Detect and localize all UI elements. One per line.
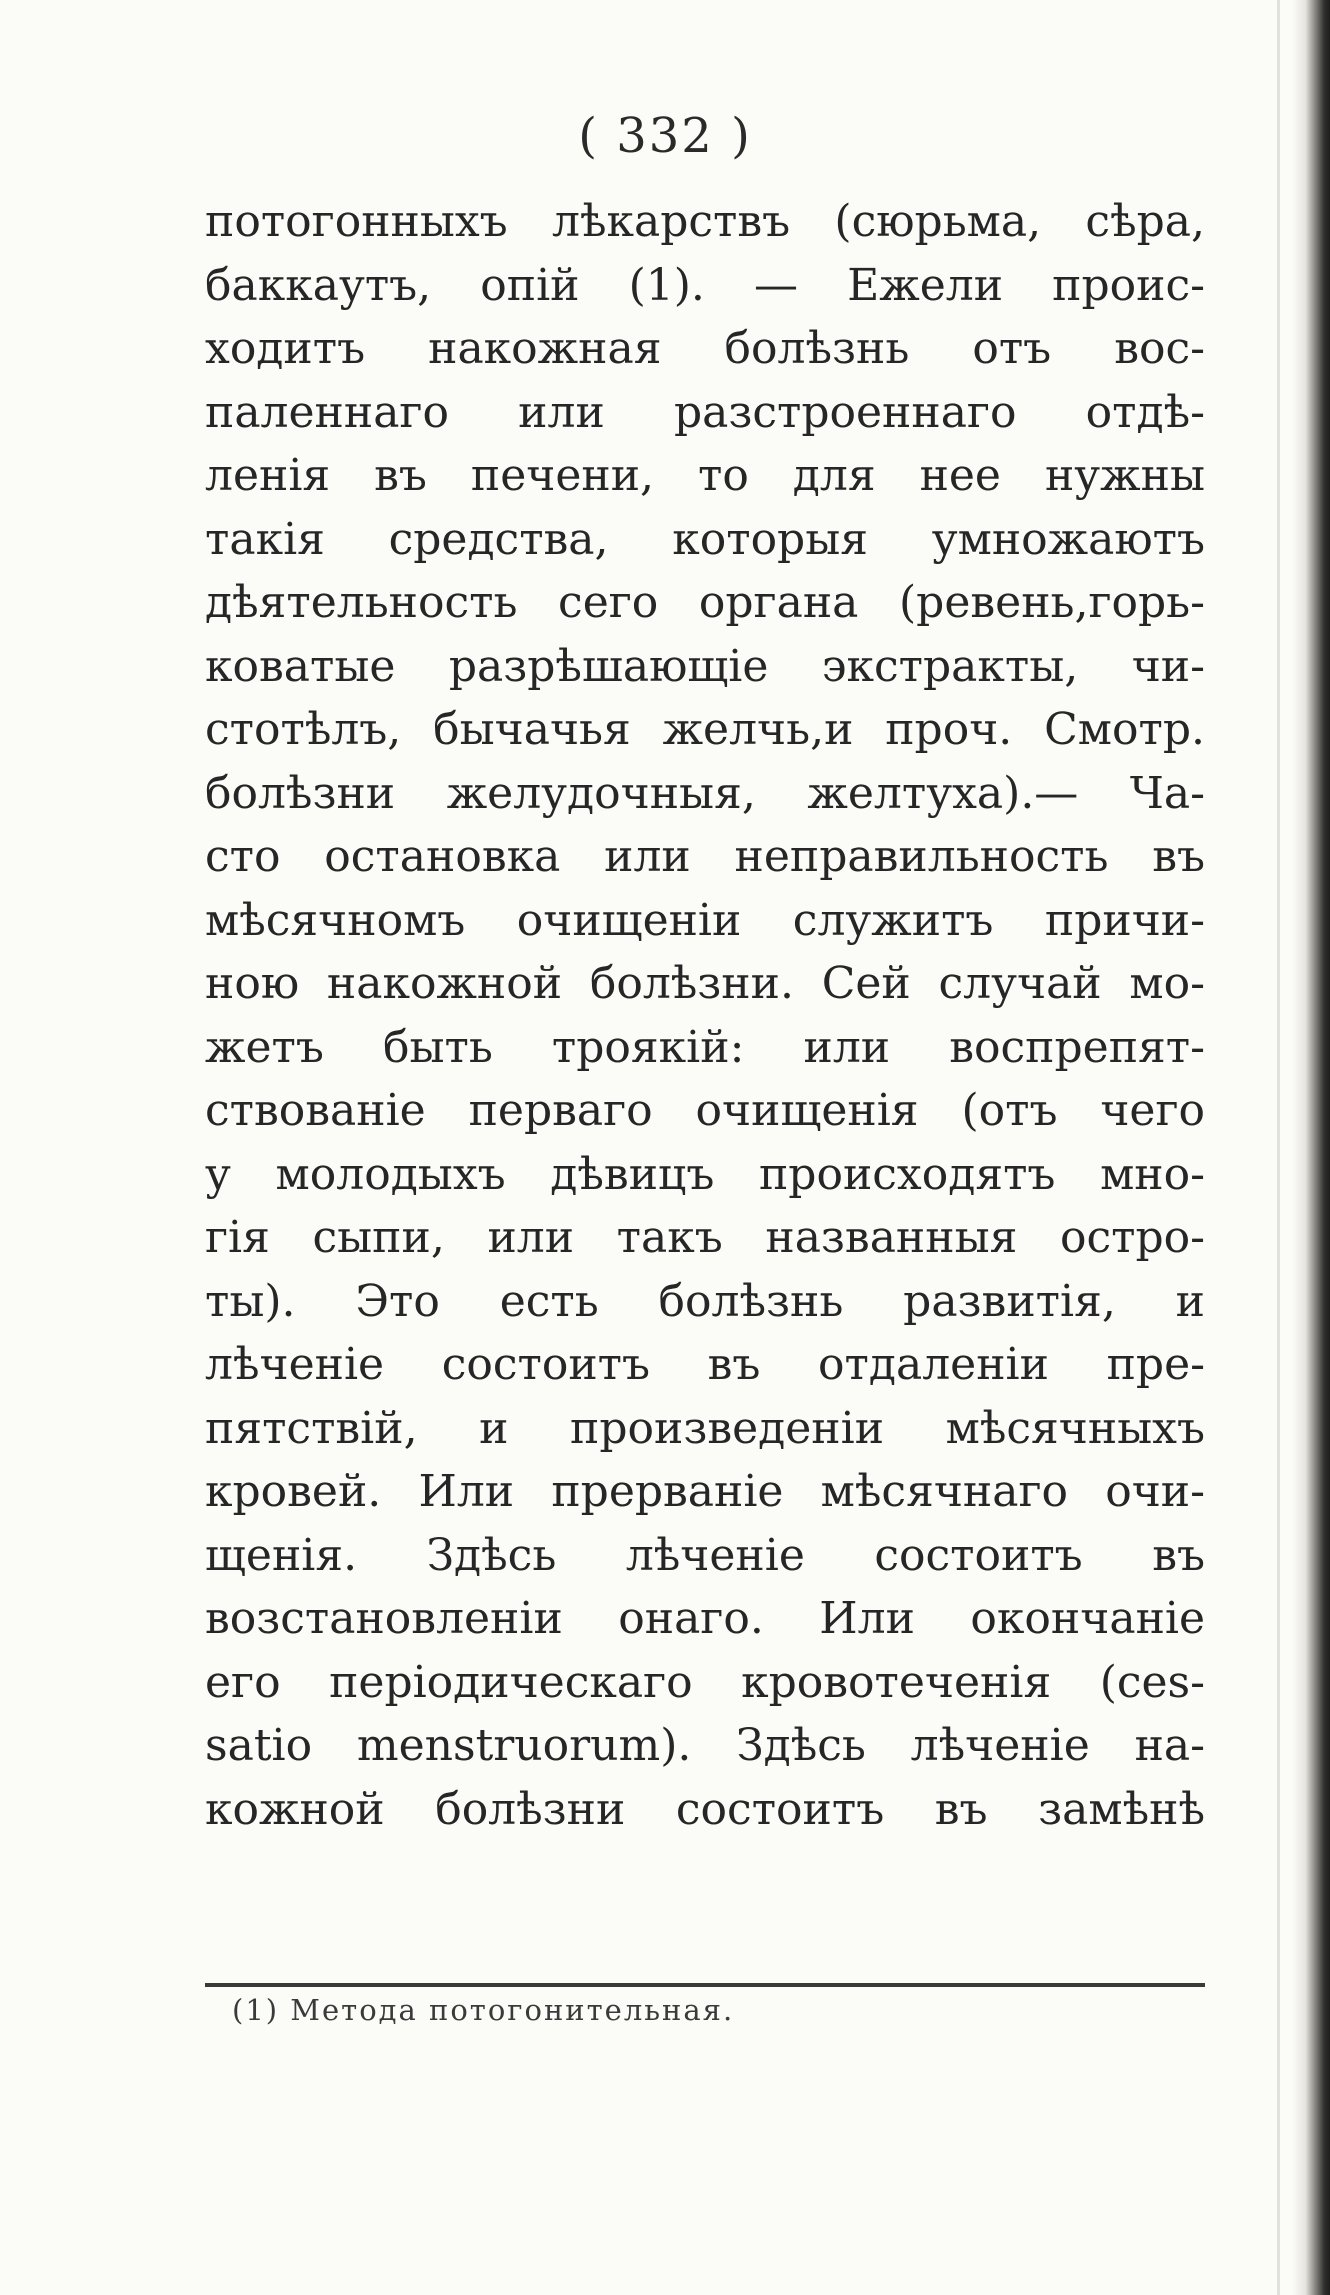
- text-line: satio menstruorum). Здѣсь лѣченіе на-: [205, 1720, 1205, 1771]
- text-line: жетъ быть троякій: или воспрепят-: [205, 1021, 1205, 1073]
- text-line: у молодыхъ дѣвицъ происходятъ мно-: [205, 1148, 1205, 1200]
- text-line: кожной болѣзни состоитъ въ замѣнѣ: [205, 1783, 1205, 1835]
- text-line: кровей. Или прерваніе мѣсячнаго очи-: [205, 1466, 1205, 1517]
- text-line: гія сыпи, или такъ названныя остро-: [205, 1212, 1205, 1263]
- text-line: паленнаго или разстроеннаго отдѣ-: [205, 386, 1205, 438]
- text-line: ленія въ печени, то для нее нужны: [205, 450, 1205, 501]
- text-line: мѣсячномъ очищеніи служитъ причи-: [205, 894, 1205, 946]
- text-line: сто остановка или неправильность въ: [205, 831, 1205, 882]
- text-line: ты). Это есть болѣзнь развитія, и: [205, 1275, 1205, 1327]
- body-text: [205, 190, 1205, 1841]
- text-line: дѣятельность сего органа (ревень,горь-: [205, 577, 1205, 628]
- text-line: болѣзни желудочныя, желтуха).— Ча-: [205, 767, 1205, 819]
- text-line: коватые разрѣшающіе экстракты, чи-: [205, 640, 1205, 692]
- text-line: потогонныхъ лѣкарствъ (сюрьма, сѣра,: [205, 196, 1205, 247]
- text-line: лѣченіе состоитъ въ отдаленіи пре-: [205, 1339, 1205, 1390]
- page-fold-line: [1277, 0, 1280, 2295]
- text-line: его періодическаго кровотеченія (ces-: [205, 1656, 1205, 1708]
- page-number: ( 332 ): [578, 108, 752, 164]
- page-edge-shadow: [1292, 0, 1330, 2295]
- text-line: пятствій, и произведеніи мѣсячныхъ: [205, 1402, 1205, 1454]
- text-line: ствованіе перваго очищенія (отъ чего: [205, 1085, 1205, 1136]
- footnote-rule: [205, 1983, 1205, 1987]
- text-line: ходитъ накожная болѣзнь отъ вос-: [205, 323, 1205, 374]
- text-line: стотѣлъ, бычачья желчь,и проч. Смотр.: [205, 704, 1205, 755]
- text-line: такія средства, которыя умножаютъ: [205, 513, 1205, 565]
- text-line: возстановленіи онаго. Или окончаніе: [205, 1593, 1205, 1644]
- footnote: (1) Метода потогонительная.: [232, 1993, 735, 2027]
- text-line: щенія. Здѣсь лѣченіе состоитъ въ: [205, 1529, 1205, 1581]
- text-line: ною накожной болѣзни. Сей случай мо-: [205, 958, 1205, 1009]
- text-line: баккаутъ, опій (1). — Ежели проис-: [205, 259, 1205, 311]
